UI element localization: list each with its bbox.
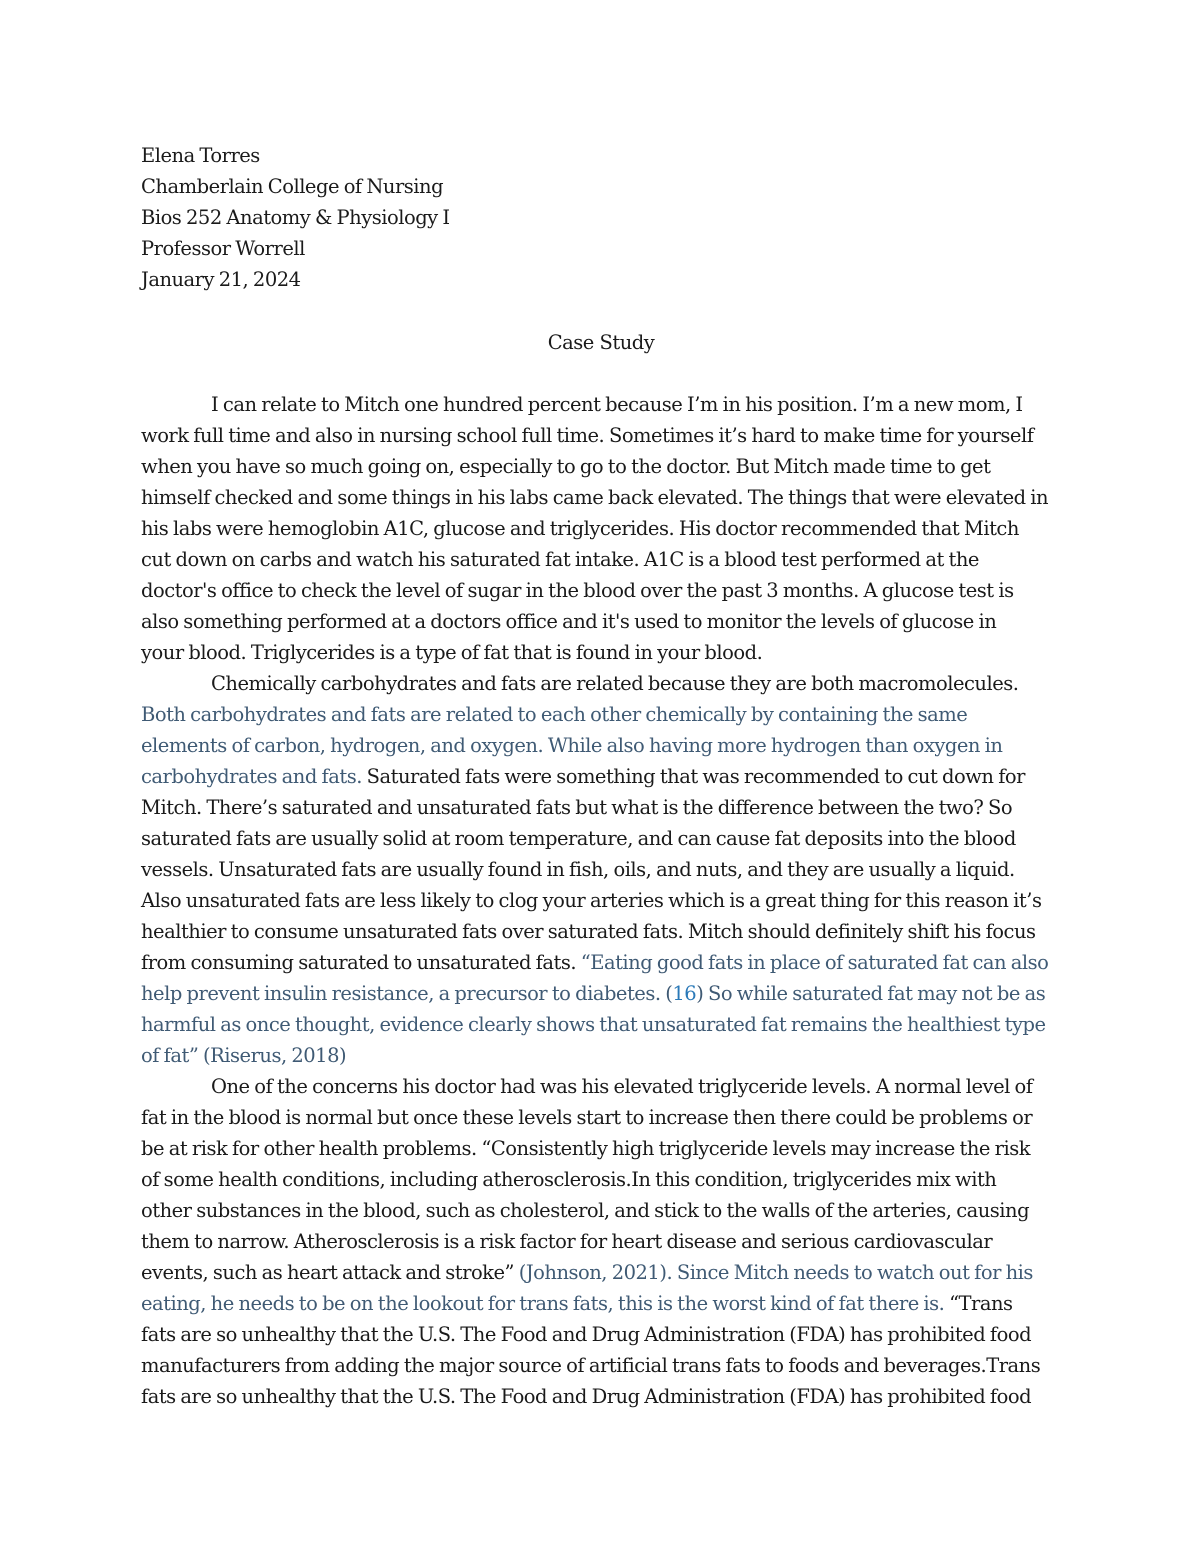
document-date: January 21, 2024 [141, 268, 301, 291]
body-line: work full time and also in nursing school full time. Sometimes it’s hard to make time for yourself [141, 424, 1034, 447]
quoted-text: eating, he needs to be on the lookout for trans fats, this is the worst kind of fat there is. [141, 1292, 945, 1315]
body-line: elements of carbon, hydrogen, and oxygen. While also having more hydrogen than oxygen in [141, 734, 1003, 757]
quoted-text: “Eating good fats in place of saturated fat can also [580, 951, 1049, 974]
body-line: healthier to consume unsaturated fats over saturated fats. Mitch should definitely shift his focus [141, 920, 1036, 943]
institution-name: Chamberlain College of Nursing [141, 175, 444, 198]
body-text: from consuming saturated to unsaturated fats. [141, 951, 581, 974]
quoted-text: (Johnson, 2021). Since Mitch needs to watch out for his [518, 1261, 1033, 1284]
body-line: I can relate to Mitch one hundred percent because I’m in his position. I’m a new mom, I [211, 393, 1023, 416]
citation-link[interactable]: 16 [672, 982, 697, 1005]
body-line [141, 978, 1061, 1009]
body-text: events, such as heart attack and stroke” [141, 1261, 519, 1284]
body-line [141, 1288, 1061, 1319]
body-line: fats are so unhealthy that the U.S. The Food and Drug Administration (FDA) has prohibited food [141, 1323, 1032, 1346]
body-line: manufacturers from adding the major source of artificial trans fats to foods and beverages.Trans [141, 1354, 1041, 1377]
quoted-text: ) So while saturated fat may not be as [696, 982, 1046, 1005]
body-line: doctor's office to check the level of sugar in the blood over the past 3 months. A glucose test is [141, 579, 1014, 602]
body-line: fats are so unhealthy that the U.S. The Food and Drug Administration (FDA) has prohibited food [141, 1385, 1032, 1408]
author-name: Elena Torres [141, 144, 260, 167]
body-line: other substances in the blood, such as cholesterol, and stick to the walls of the arteries, causing [141, 1199, 1030, 1222]
body-line: One of the concerns his doctor had was his elevated triglyceride levels. A normal level of [211, 1075, 1033, 1098]
document-header [141, 140, 1061, 295]
body-line: himself checked and some things in his labs came back elevated. The things that were elevated in [141, 486, 1049, 509]
body-line: fat in the blood is normal but once these levels start to increase then there could be problems or [141, 1106, 1033, 1129]
body-line: Both carbohydrates and fats are related to each other chemically by containing the same [141, 703, 968, 726]
body-line: Also unsaturated fats are less likely to clog your arteries which is a great thing for this reason it’s [141, 889, 1042, 912]
body-line: Chemically carbohydrates and fats are related because they are both macromolecules. [211, 672, 1019, 695]
body-line: Mitch. There’s saturated and unsaturated fats but what is the difference between the two? So [141, 796, 1013, 819]
body-line: his labs were hemoglobin A1C, glucose and triglycerides. His doctor recommended that Mitch [141, 517, 1019, 540]
body-line: when you have so much going on, especially to go to the doctor. But Mitch made time to get [141, 455, 991, 478]
quoted-text: help prevent insulin resistance, a precursor to diabetes. ( [141, 982, 673, 1005]
body-line [141, 761, 1061, 792]
course-name: Bios 252 Anatomy & Physiology I [141, 206, 450, 229]
quoted-text: carbohydrates and fats. [141, 765, 362, 788]
essay-body [141, 389, 1061, 1412]
body-line: harmful as once thought, evidence clearly shows that unsaturated fat remains the healthiest type [141, 1013, 1046, 1036]
body-line: your blood. Triglycerides is a type of fat that is found in your blood. [141, 641, 763, 664]
body-line: of fat” (Riserus, 2018) [141, 1044, 347, 1067]
body-line [141, 1257, 1061, 1288]
body-line: them to narrow. Atherosclerosis is a risk factor for heart disease and serious cardiovascular [141, 1230, 993, 1253]
body-line: vessels. Unsaturated fats are usually found in fish, oils, and nuts, and they are usually a liquid. [141, 858, 1015, 881]
body-line: saturated fats are usually solid at room temperature, and can cause fat deposits into the blood [141, 827, 1016, 850]
body-line: be at risk for other health problems. “Consistently high triglyceride levels may increase the risk [141, 1137, 1031, 1160]
body-line: of some health conditions, including atherosclerosis.In this condition, triglycerides mix with [141, 1168, 997, 1191]
body-text: “Trans [944, 1292, 1013, 1315]
professor-name: Professor Worrell [141, 237, 305, 260]
body-line [141, 947, 1061, 978]
body-text: Saturated fats were something that was recommended to cut down for [361, 765, 1025, 788]
body-line: also something performed at a doctors office and it's used to monitor the levels of glucose in [141, 610, 997, 633]
body-line: cut down on carbs and watch his saturated fat intake. A1C is a blood test performed at the [141, 548, 979, 571]
page-title: Case Study [547, 331, 655, 354]
